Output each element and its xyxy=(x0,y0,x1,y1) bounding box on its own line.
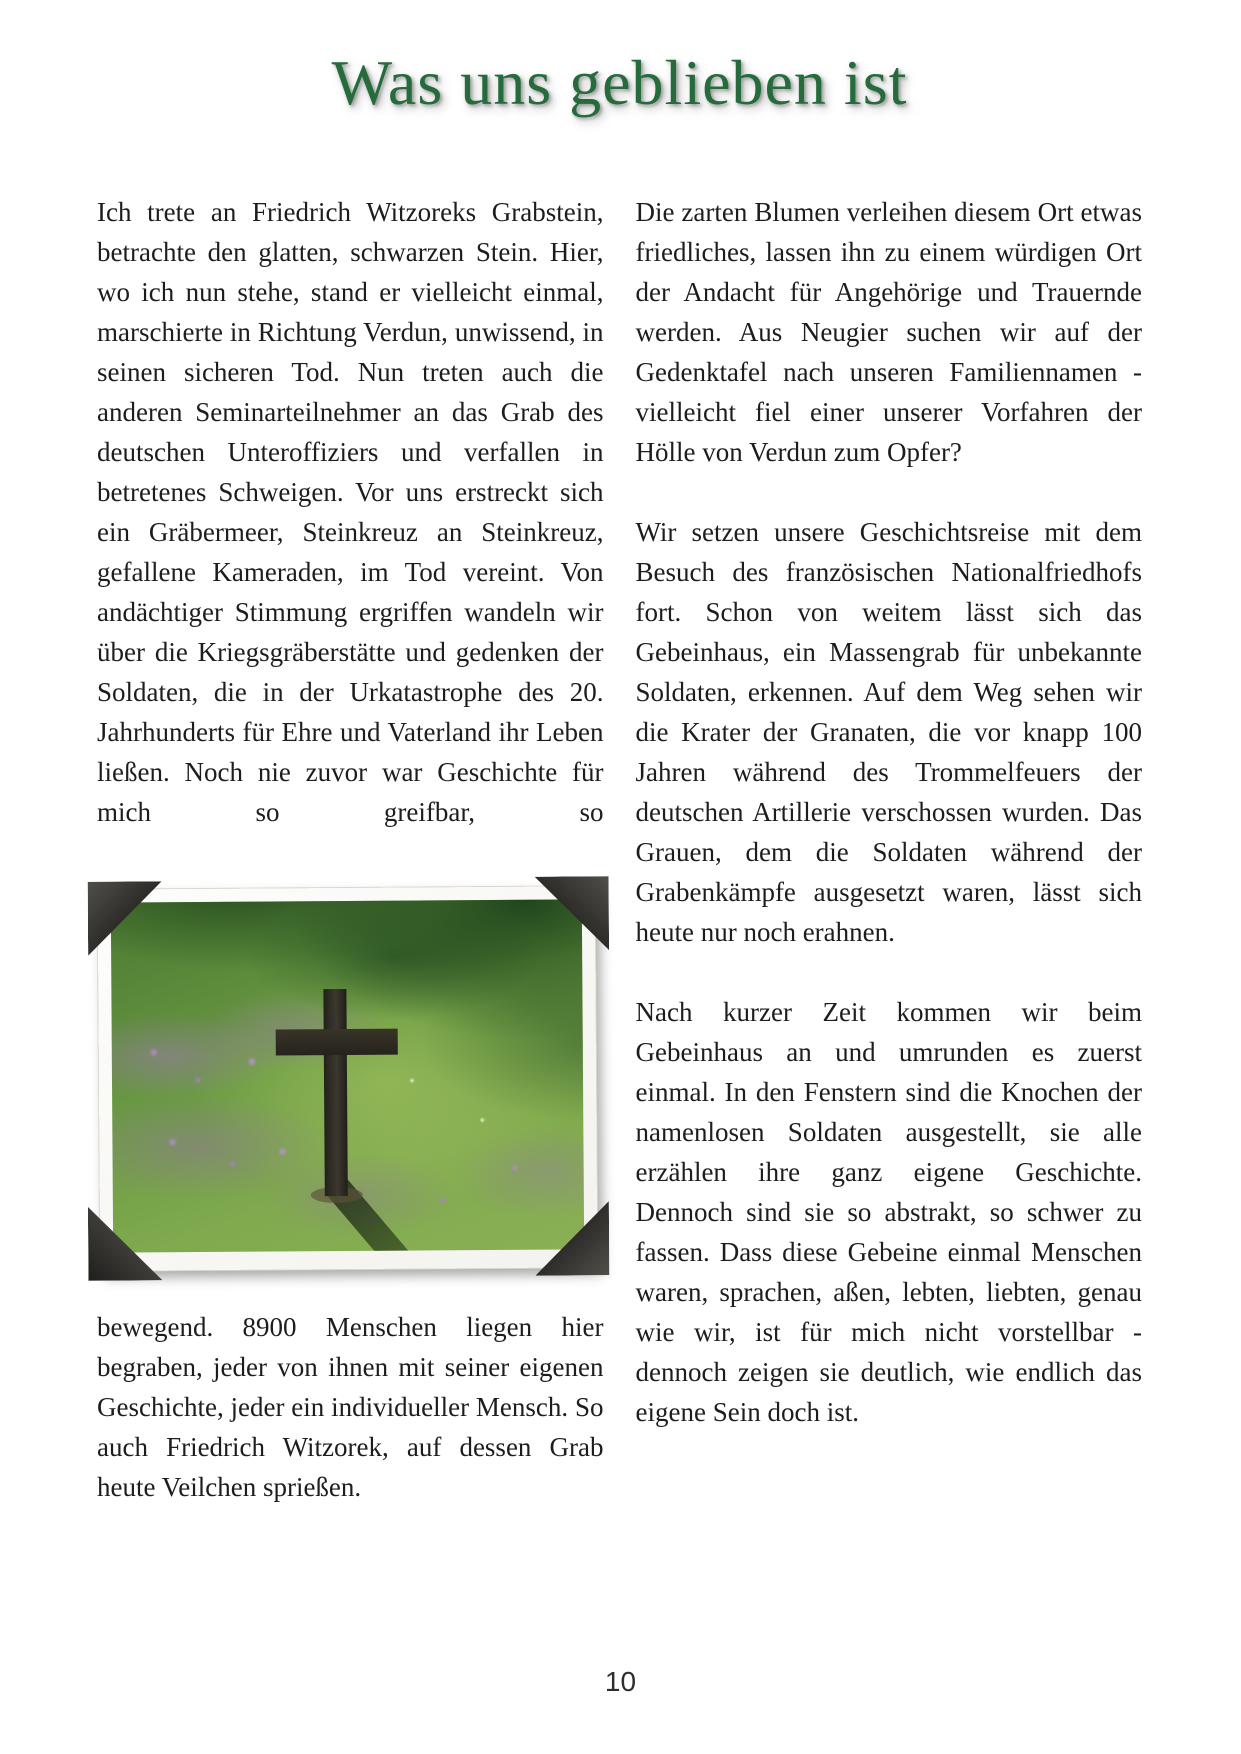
grave-cross-horizontal xyxy=(276,1028,398,1055)
left-paragraph-1: Ich trete an Friedrich Witzoreks Grabstein, betrachte den glatten, schwarzen Stein. Hier, wo ich nun stehe, stand er vielleicht einmal, marschierte in Richtung Verdun, unwissend, in seinen sicheren Tod. Nun treten auch die anderen Seminarteilnehmer an das Grab des deutschen Unteroffiziers und verfallen in betretenes Schweigen. Vor uns erstreckt sich ein Gräbermeer, Steinkreuz an Steinkreuz, gefallene Kameraden, im Tod vereint. Von andächtiger Stimmung ergriffen wandeln wir über die Kriegsgräberstätte und gedenken der Soldaten, die in der Urkatastrophe des 20. Jahrhunderts für Ehre und Vaterland ihr Leben ließen. Noch nie zuvor war Geschichte für mich so greifbar, so xyxy=(97,196,604,827)
right-paragraph-1: Die zarten Blumen verleihen diesem Ort etwas friedliches, lassen ihn zu einem würdigen Ort der Andacht für Angehörige und Trauernde werden. Aus Neugier suchen wir auf der Gedenktafel nach unseren Familiennamen - vielleicht fiel einer unserer Vorfahren der Hölle von Verdun zum Opfer? xyxy=(635,196,1142,467)
right-paragraph-2: Wir setzen unsere Geschichtsreise mit dem Besuch des französischen Nationalfriedhofs fort. Schon von weitem lässt sich das Gebeinhaus, ein Massengrab für unbekannte Soldaten, erkennen. Auf dem Weg sehen wir die Krater der Granaten, die vor knapp 100 Jahren während des Trommelfeuers der deutschen Artillerie verschossen wurden. Das Grauen, dem die Soldaten während der Grabenkämpfe ausgesetzt waren, lässt sich heute nur noch erahnen. xyxy=(635,516,1142,947)
photo-scene-meadow xyxy=(111,899,584,1252)
page-title: Was uns geblieben ist xyxy=(331,47,908,118)
page-number: 10 xyxy=(604,1666,637,1697)
two-column-layout xyxy=(97,192,1142,1507)
grave-cross-vertical xyxy=(323,989,347,1196)
photo-grave-cross xyxy=(98,886,598,1270)
left-paragraph-2: bewegend. 8900 Menschen liegen hier begraben, jeder von ihnen mit seiner eigenen Geschichte, jeder ein individueller Mensch. So auch Friedrich Witzorek, auf dessen Grab heute Veilchen sprießen. xyxy=(97,1311,604,1502)
column-right xyxy=(636,192,1143,1507)
photo-frame xyxy=(98,886,598,1270)
column-left xyxy=(97,192,604,1507)
right-paragraph-3: Nach kurzer Zeit kommen wir beim Gebeinhaus an und umrunden es zuerst einmal. In den Fenstern sind die Knochen der namenlosen Soldaten ausgestellt, sie alle erzählen ihre ganz eigene Geschichte. Dennoch sind sie so abstrakt, so schwer zu fassen. Dass diese Gebeine einmal Menschen waren, sprachen, aßen, lebten, liebten, genau wie wir, ist für mich nicht vorstellbar - dennoch zeigen sie deutlich, wie endlich das eigene Sein doch ist. xyxy=(635,996,1142,1427)
